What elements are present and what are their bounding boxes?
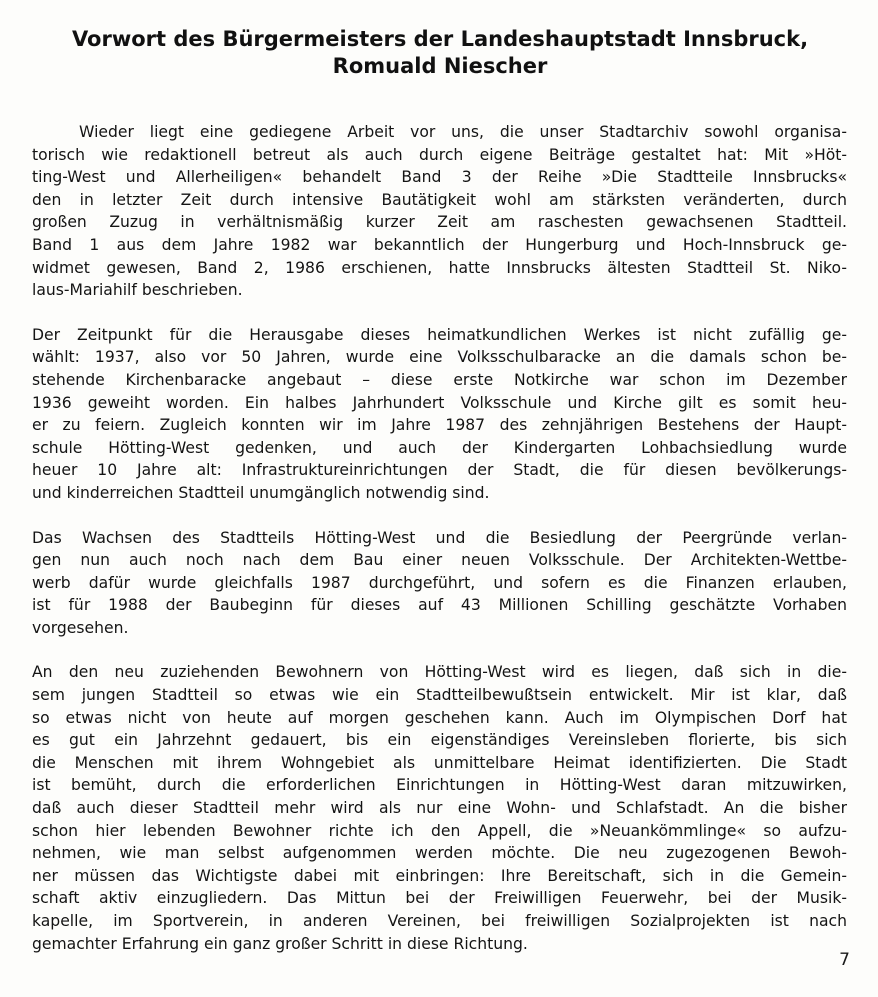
text-line: und kinderreichen Stadtteil unumgänglich notwendig sind.: [32, 483, 490, 502]
text-line: gen nun auch noch nach dem Bau einer neuen Volksschule. Der Architekten-Wettbe-: [32, 551, 847, 570]
title-line-2: Romuald Niescher: [332, 54, 548, 78]
text-line: den in letzter Zeit durch intensive Bautätigkeit wohl am stärksten veränderten, durch: [32, 190, 847, 209]
text-line: gemachter Erfahrung ein ganz großer Schritt in diese Richtung.: [32, 934, 528, 953]
text-line: torisch wie redaktionell betreut als auch durch eigene Beiträge gestaltet hat: Mit »Höt-: [32, 145, 847, 164]
text-line: heuer 10 Jahre alt: Infrastruktureinrichtungen der Stadt, die für diesen bevölkerungs-: [32, 461, 847, 480]
paragraph: [32, 324, 847, 505]
text-line: er zu feiern. Zugleich konnten wir im Jahre 1987 des zehnjährigen Bestehens der Haupt-: [32, 416, 847, 435]
text-line: schaft aktiv einzugliedern. Das Mittun bei der Freiwilligen Feuerwehr, bei der Musik-: [32, 889, 847, 908]
text-line: schon hier lebenden Bewohner richte ich den Appell, die »Neuankömmlinge« so aufzu-: [32, 821, 847, 840]
paragraph: [32, 527, 847, 640]
text-line: Das Wachsen des Stadtteils Hötting-West und die Besiedlung der Peergründe verlan-: [32, 528, 847, 547]
text-line: Band 1 aus dem Jahre 1982 war bekanntlich der Hungerburg und Hoch-Innsbruck ge-: [32, 235, 847, 254]
text-line: ist für 1988 der Baubeginn für dieses auf 43 Millionen Schilling geschätzte Vorhaben: [32, 596, 847, 615]
paragraph: [32, 661, 847, 955]
text-line: vorgesehen.: [32, 618, 129, 637]
title-line-1: Vorwort des Bürgermeisters der Landeshauptstadt Innsbruck,: [71, 27, 809, 51]
text-line: ting-West und Allerheiligen« behandelt Band 3 der Reihe »Die Stadtteile Innsbrucks«: [32, 168, 847, 187]
text-line: großen Zuzug in verhältnismäßig kurzer Zeit am raschesten gewachsenen Stadtteil.: [32, 213, 847, 232]
text-line: sem jungen Stadtteil so etwas wie ein Stadtteilbewußtsein entwickelt. Mir ist klar, daß: [32, 686, 847, 705]
text-line: ner müssen das Wichtigste dabei mit einbringen: Ihre Bereitschaft, sich in die Gemein-: [32, 866, 847, 885]
text-line: 1936 geweiht worden. Ein halbes Jahrhundert Volksschule und Kirche gilt es somit heu-: [32, 393, 847, 412]
paragraph: [32, 121, 847, 302]
text-line: Wieder liegt eine gediegene Arbeit vor uns, die unser Stadtarchiv sowohl organisa-: [79, 123, 847, 141]
text-line: stehende Kirchenbaracke angebaut – diese erste Notkirche war schon im Dezember: [32, 370, 847, 389]
text-line: es gut ein Jahrzehnt gedauert, bis ein eigenständiges Vereinsleben florierte, bis sich: [32, 731, 847, 750]
text-line: nehmen, wie man selbst aufgenommen werden möchte. Die neu zugezogenen Bewoh-: [32, 844, 847, 863]
text-line: kapelle, im Sportverein, in anderen Vereinen, bei freiwilligen Sozialprojekten ist nach: [32, 912, 847, 930]
text-line: Der Zeitpunkt für die Herausgabe dieses heimatkundlichen Werkes ist nicht zufällig ge-: [32, 325, 847, 344]
page-number: 7: [839, 950, 850, 970]
page-title: [40, 26, 840, 80]
text-line: die Menschen mit ihrem Wohngebiet als unmittelbare Heimat identifizierten. Die Stadt: [32, 753, 847, 772]
text-line: so etwas nicht von heute auf morgen geschehen kann. Auch im Olympischen Dorf hat: [32, 708, 847, 727]
text-line: daß auch dieser Stadtteil mehr wird als nur eine Wohn- und Schlafstadt. An die bisher: [32, 799, 847, 818]
text-line: widmet gewesen, Band 2, 1986 erschienen, hatte Innsbrucks ältesten Stadtteil St. Niko-: [32, 258, 847, 277]
text-line: wählt: 1937, also vor 50 Jahren, wurde eine Volksschulbaracke an die damals schon be-: [32, 348, 847, 367]
body-text: [32, 121, 847, 977]
text-line: An den neu zuziehenden Bewohnern von Hötting-West wird es liegen, daß sich in die-: [32, 663, 847, 682]
text-line: ist bemüht, durch die erforderlichen Einrichtungen in Hötting-West daran mitzuwirken,: [32, 776, 847, 795]
text-line: werb dafür wurde gleichfalls 1987 durchgeführt, und sofern es die Finanzen erlauben,: [32, 573, 847, 592]
text-line: schule Hötting-West gedenken, und auch der Kindergarten Lohbachsiedlung wurde: [32, 438, 847, 457]
text-line: laus-Mariahilf beschrieben.: [32, 281, 243, 300]
